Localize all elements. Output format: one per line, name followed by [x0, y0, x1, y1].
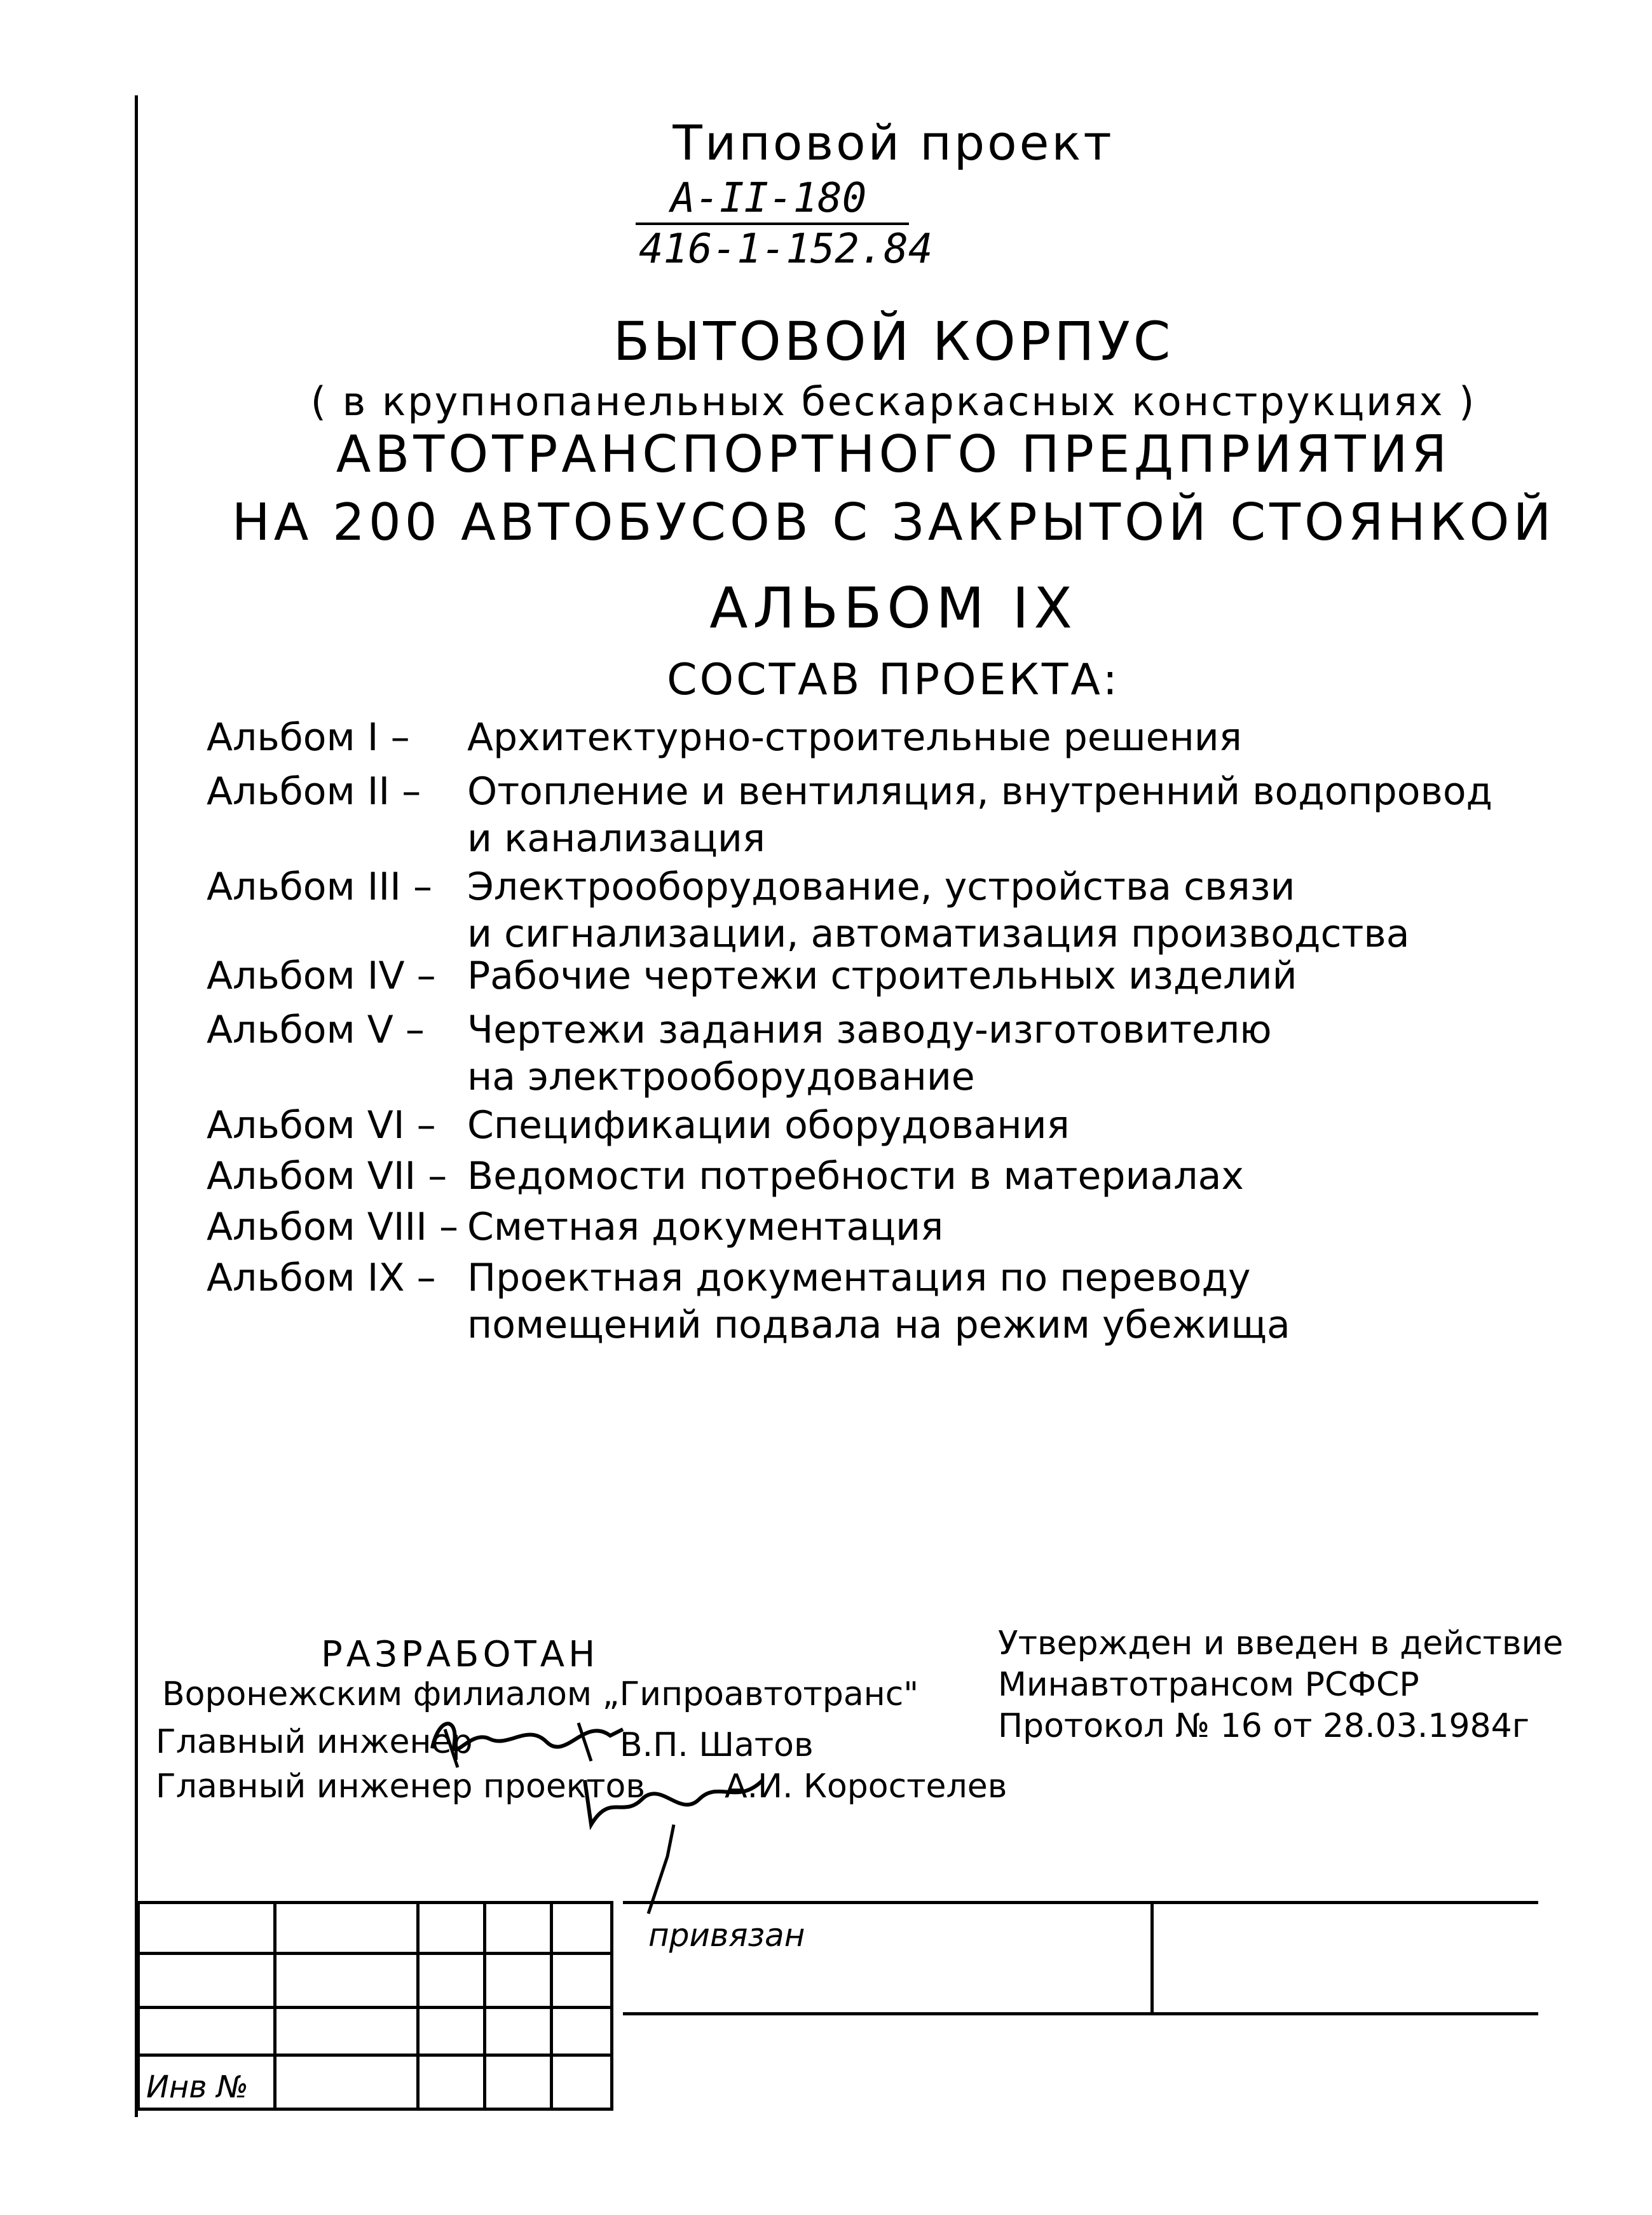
album-row — [207, 1103, 1070, 1148]
album-label: Альбом I – — [207, 715, 410, 760]
chief-project-engineer-label: Главный инженер проектов — [156, 1767, 645, 1806]
title-line-2: ( в крупнопанельных бескаркасных конструкциях ) — [310, 378, 1477, 425]
chief-project-engineer-name: А.И. Коростелев — [725, 1767, 1007, 1806]
album-text: Отопление и вентиляция, внутренний водопровод — [467, 769, 1493, 814]
album-label: Альбом II – — [207, 769, 421, 814]
developed-title: РАЗРАБОТАН — [321, 1634, 599, 1675]
album-text: Электрооборудование, устройства связи — [467, 865, 1295, 909]
album-text-cont: и канализация — [467, 816, 766, 861]
stamp-right-block — [623, 1901, 1538, 2095]
album-text: Проектная документация по переводу — [467, 1256, 1251, 1300]
album-row — [207, 954, 1297, 998]
developed-org: Воронежским филиалом „Гипроавтотранс" — [162, 1675, 919, 1713]
sostav-heading: СОСТАВ ПРОЕКТА: — [667, 655, 1120, 705]
album-label: Альбом VIII – — [207, 1205, 459, 1249]
album-label: Альбом VII – — [207, 1154, 447, 1198]
album-number: АЛЬБОМ IX — [709, 575, 1077, 641]
album-text: Чертежи задания заводу-изготовителю — [467, 1008, 1272, 1052]
album-text: Ведомости потребности в материалах — [467, 1154, 1244, 1198]
album-row — [207, 769, 1493, 861]
album-row — [207, 1008, 1272, 1099]
album-row — [207, 865, 1410, 956]
tipovoy-proekt: Типовой проект — [672, 114, 1114, 171]
album-text-cont: и сигнализации, автоматизация производства — [467, 912, 1410, 956]
approved-line-1: Утвержден и введен в действие — [998, 1624, 1564, 1663]
album-text: Спецификации оборудования — [467, 1103, 1070, 1148]
album-text: Сметная документация — [467, 1205, 944, 1249]
album-text-cont: помещений подвала на режим убежища — [467, 1303, 1290, 1347]
title-line-3: АВТОТРАНСПОРТНОГО ПРЕДПРИЯТИЯ — [336, 425, 1451, 484]
album-label: Альбом V – — [207, 1008, 425, 1052]
title-line-4: НА 200 АВТОБУСОВ С ЗАКРЫТОЙ СТОЯНКОЙ — [231, 493, 1555, 552]
approved-line-3: Протокол № 16 от 28.03.1984г — [998, 1707, 1530, 1745]
album-label: Альбом IX – — [207, 1256, 436, 1300]
album-label: Альбом IV – — [207, 954, 436, 998]
chief-engineer-label: Главный инженер — [156, 1723, 473, 1761]
album-text-cont: на электрооборудование — [467, 1055, 975, 1099]
code-divider — [636, 223, 909, 225]
privyazan-label: привязан — [648, 1917, 805, 1954]
project-code-top: А-II-180 — [671, 175, 867, 222]
album-row — [207, 1205, 944, 1249]
chief-engineer-name: В.П. Шатов — [620, 1726, 814, 1764]
album-row — [207, 715, 1242, 760]
project-code-bottom: 416-1-152.84 — [639, 226, 933, 273]
album-label: Альбом VI – — [207, 1103, 436, 1148]
title-line-1: БЫТОВОЙ КОРПУС — [613, 310, 1174, 373]
album-text: Архитектурно-строительные решения — [467, 715, 1242, 760]
album-row — [207, 1256, 1290, 1347]
album-label: Альбом III – — [207, 865, 432, 909]
approved-line-2: Минавтотрансом РСФСР — [998, 1666, 1419, 1704]
album-row — [207, 1154, 1244, 1198]
album-text: Рабочие чертежи строительных изделий — [467, 954, 1297, 998]
inventory-number-label: Инв № — [146, 2069, 249, 2105]
